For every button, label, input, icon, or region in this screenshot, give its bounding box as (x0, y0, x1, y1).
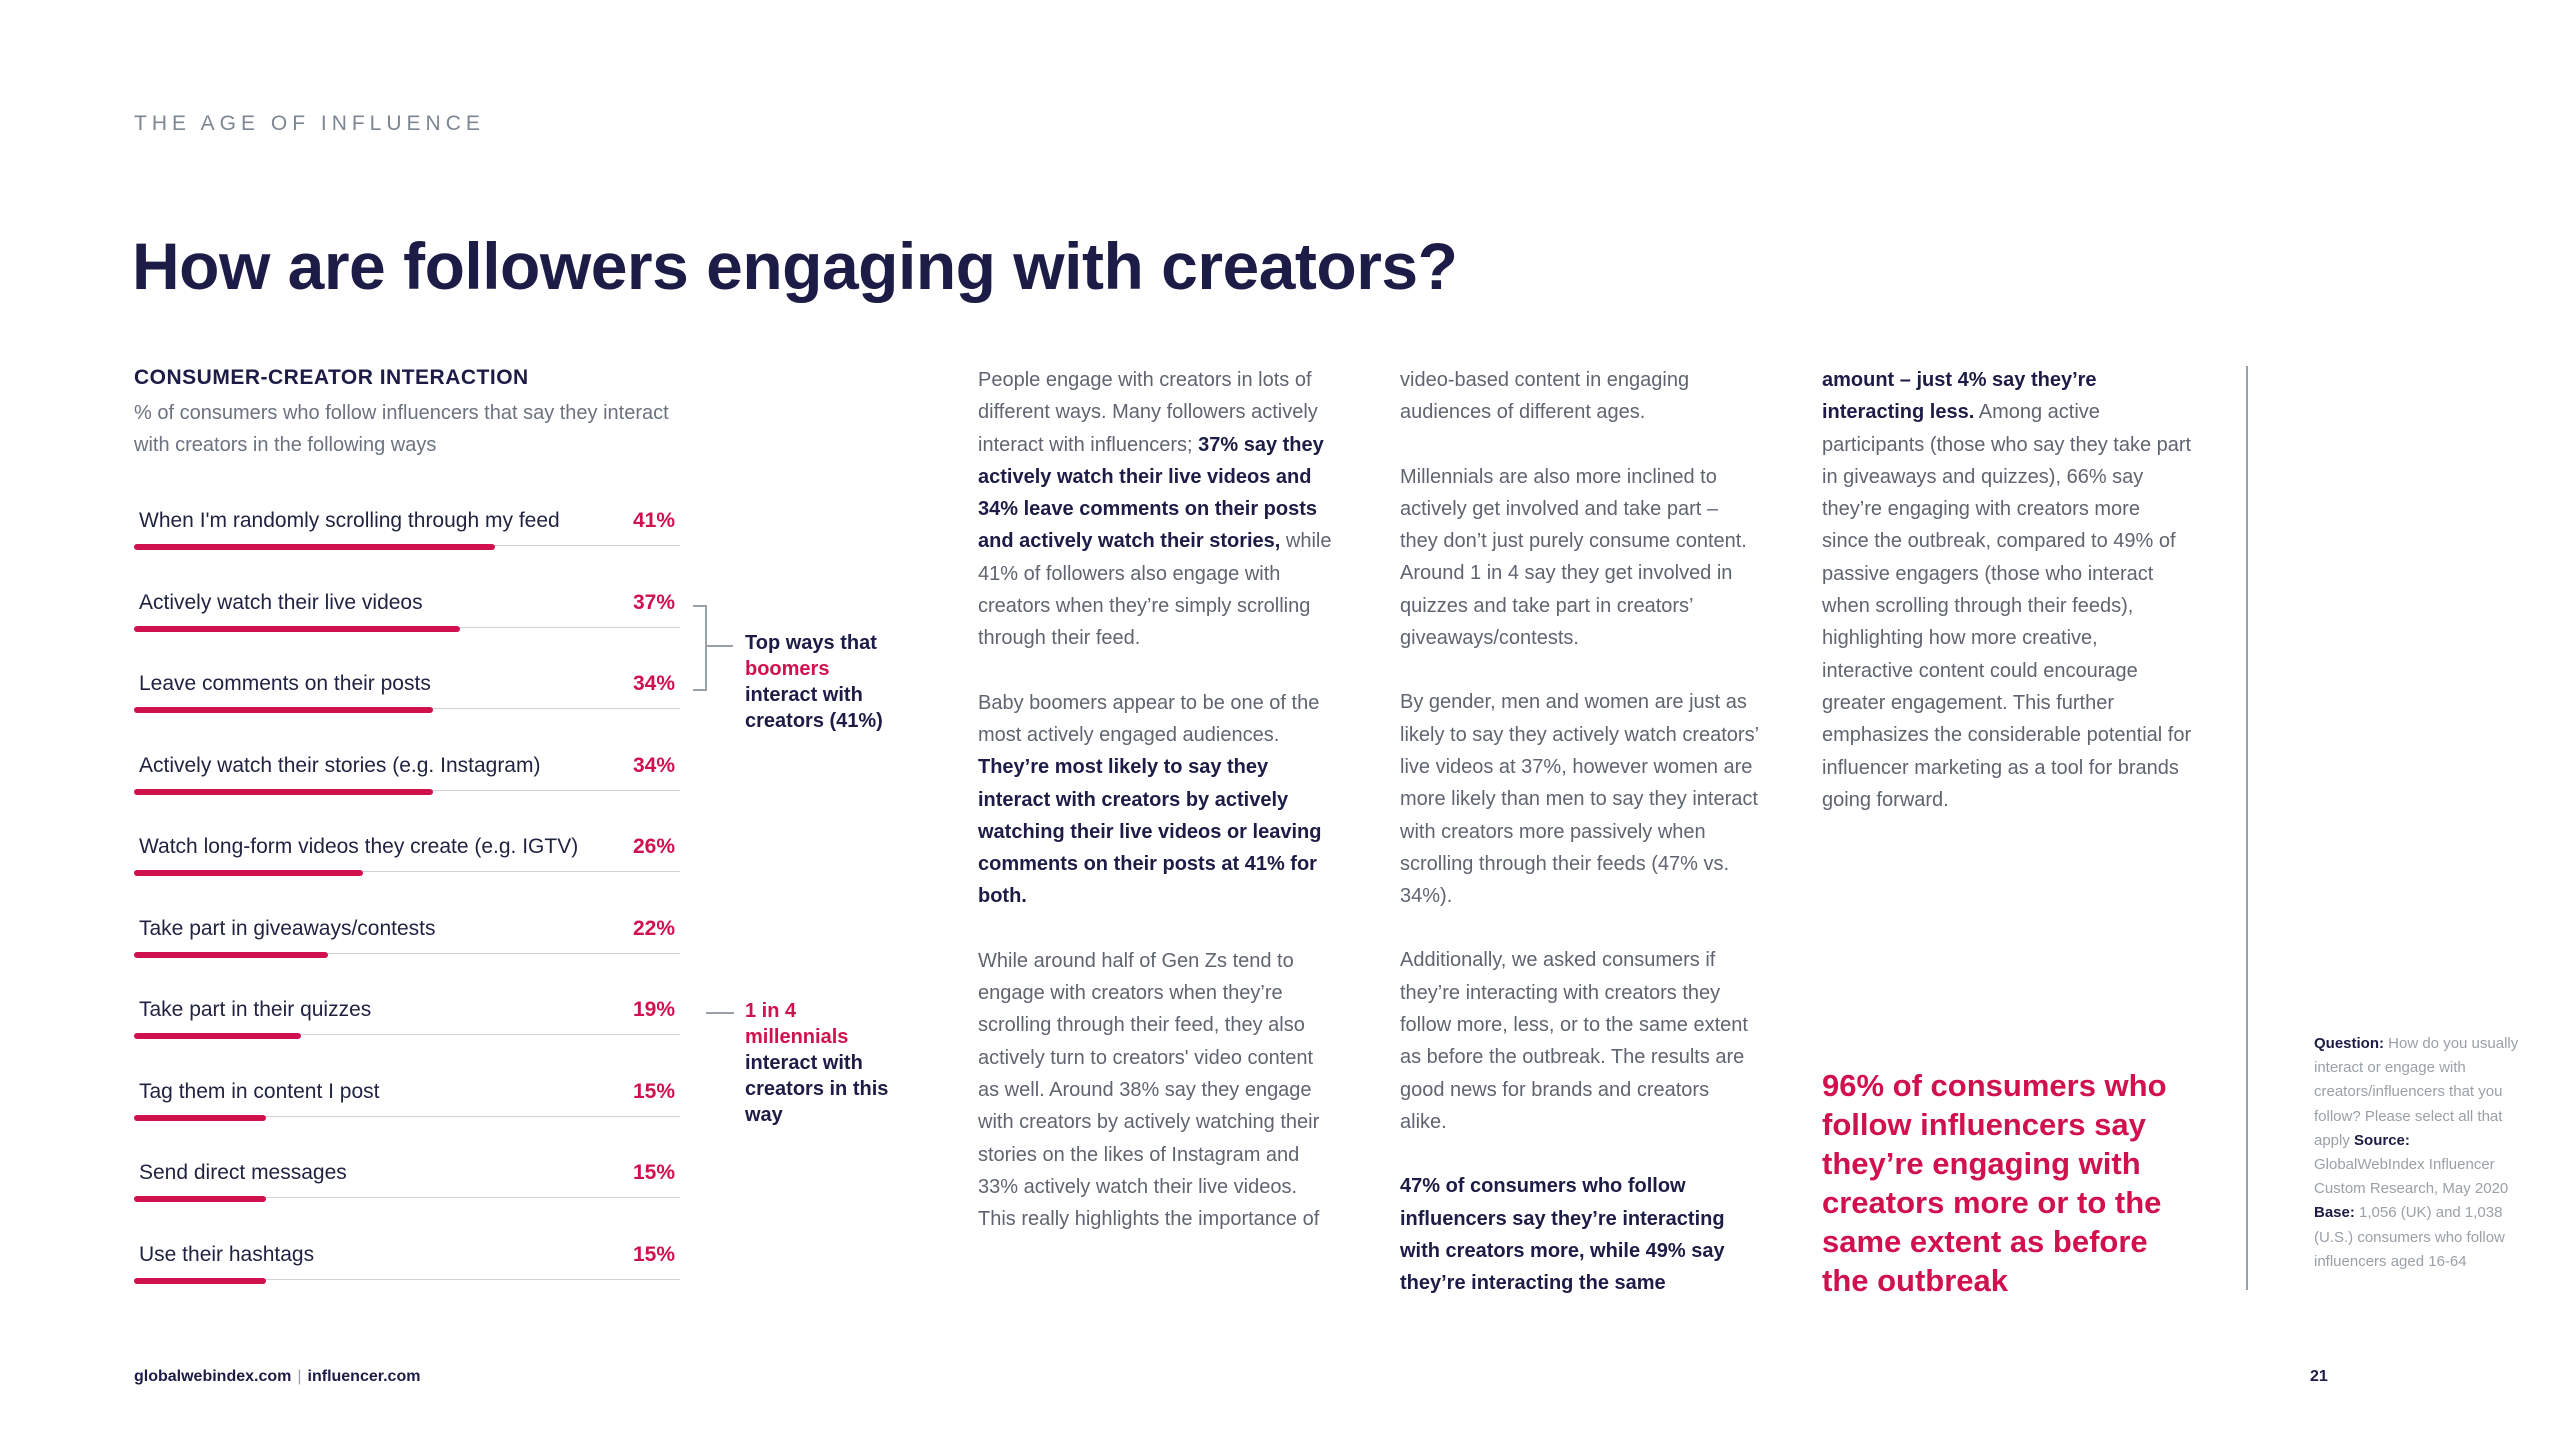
source-label: Question: (2314, 1035, 2384, 1052)
millennials-callout (745, 998, 905, 1128)
chart-row (134, 1149, 680, 1231)
body-text: video-based content in engaging audiences of different ages. (1400, 369, 1690, 424)
chart-row (134, 1068, 680, 1150)
chart-value-label: 15% (632, 1242, 675, 1266)
body-paragraph (1400, 461, 1760, 655)
body-paragraph (978, 687, 1338, 913)
body-paragraph (1400, 944, 1760, 1138)
chart-row (134, 905, 680, 987)
body-emphasis: 47% of consumers who follow influencers say they’re interacting with creators more, while 49% say they’re interacting the same (1400, 1175, 1725, 1295)
chart-category-label: When I'm randomly scrolling through my feed (139, 509, 560, 532)
chart-value-label: 34% (632, 753, 675, 777)
chart-row (134, 660, 680, 742)
interaction-bar-chart (134, 497, 680, 1312)
body-paragraph (1400, 364, 1760, 429)
body-text: Baby boomers appear to be one of the most actively engaged audiences. (978, 691, 1320, 746)
source-text: 1,056 (UK) and 1,038 (U.S.) consumers who follow influencers aged 16-64 (2314, 1204, 2505, 1270)
body-paragraph (1400, 1170, 1760, 1299)
chart-value-label: 22% (632, 916, 675, 940)
chart-category-label: Actively watch their live videos (139, 590, 423, 614)
chart-value-label: 15% (632, 1161, 675, 1184)
chart-row (134, 986, 680, 1068)
body-paragraph (978, 945, 1338, 1236)
source-text: GlobalWebIndex Influencer Custom Research, May 2020 (2314, 1156, 2509, 1198)
body-text: People engage with creators in lots of different ways. Many followers actively interact with influencers; (978, 369, 1318, 456)
chart-bar (134, 870, 363, 876)
body-emphasis: They’re most likely to say they interact with creators by actively watching their live videos or leaving comments on their posts at 41% for both. (978, 756, 1322, 908)
chart-category-label: Leave comments on their posts (139, 672, 431, 695)
boomers-callout (745, 630, 905, 734)
footer-link-globalwebindex[interactable]: globalwebindex.com (134, 1368, 292, 1385)
body-text: Among active participants (those who say they take part in giveaways and quizzes), 66% say they’re engaging with creators more since the outbreak, compared to 49% of passive engagers (those who interact when scrolling through their feeds), highlighting how more creative, interactive content could encourage greater engagement. This further emphasizes the considerable potential for influencer marketing as a tool for brands going forward. (1822, 401, 2192, 811)
source-label: Source: (2354, 1131, 2410, 1149)
chart-category-label: Use their hashtags (139, 1242, 315, 1266)
chart-title: CONSUMER-CREATOR INTERACTION (134, 366, 529, 389)
page-title: How are followers engaging with creators? (132, 229, 1458, 303)
vertical-divider (2246, 366, 2248, 1290)
chart-row (134, 742, 680, 824)
chart-bar (134, 952, 328, 958)
section-kicker: THE AGE OF INFLUENCE (134, 112, 485, 135)
page-number: 21 (2310, 1368, 2328, 1385)
source-label: Base: (2314, 1204, 2355, 1222)
body-paragraph (978, 364, 1338, 655)
chart-value-label: 37% (632, 590, 675, 614)
boomers-callout-pre: Top ways that (745, 632, 877, 654)
chart-bar (134, 544, 495, 550)
chart-category-label: Actively watch their stories (e.g. Instagram) (139, 753, 541, 777)
body-text: By gender, men and women are just as likely to say they actively watch creators’ live videos at 37%, however women are more likely than men to say they interact with creators more passively when scrolling through their feeds (47% vs. 34%). (1400, 691, 1759, 908)
body-emphasis: amount – just 4% say they’re interacting less. (1822, 369, 2097, 424)
body-paragraph (1822, 364, 2192, 816)
chart-row (134, 497, 680, 579)
body-text: while 41% of followers also engage with creators when they’re simply scrolling through their feed. (978, 530, 1332, 650)
millennials-callout-highlight: 1 in 4 millennials (745, 1000, 849, 1048)
body-column-3 (1822, 364, 2192, 848)
body-column-2 (1400, 364, 1760, 1331)
boomers-callout-post: interact with creators (41%) (745, 684, 883, 732)
millennials-connector (706, 1012, 734, 1014)
body-text: Additionally, we asked consumers if they’re interacting with creators they follow more, less, or to the same extent as before the outbreak. The results are good news for brands and creators alike. (1400, 949, 1748, 1133)
footer-link-influencer[interactable]: influencer.com (307, 1368, 421, 1385)
chart-bar (134, 789, 433, 795)
chart-category-label: Send direct messages (139, 1161, 347, 1184)
chart-bar (134, 1115, 266, 1121)
pull-quote: 96% of consumers who follow influencers say they’re engaging with creators more or to the same extent as before the outbreak (1822, 1068, 2167, 1298)
chart-value-label: 26% (632, 835, 675, 858)
chart-bar (134, 626, 460, 632)
chart-bar (134, 1033, 301, 1039)
chart-bar (134, 1196, 266, 1202)
body-text: While around half of Gen Zs tend to engage with creators when they’re scrolling through their feed, they also actively turn to creators' video content as well. Around 38% say they engage with creators by actively watching their stories on the likes of Instagram and 33% actively watch their live videos. This really highlights the importance of (978, 949, 1320, 1231)
chart-subtitle: % of consumers who follow influencers that say they interact with creators in the following ways (134, 402, 669, 456)
chart-category-label: Watch long-form videos they create (e.g. IGTV) (139, 835, 579, 858)
boomers-callout-highlight: boomers (745, 658, 830, 680)
chart-category-label: Tag them in content I post (139, 1079, 380, 1103)
chart-value-label: 15% (632, 1079, 675, 1103)
body-paragraph (1400, 686, 1760, 912)
chart-value-label: 41% (632, 509, 675, 532)
chart-category-label: Take part in giveaways/contests (139, 916, 436, 940)
millennials-callout-post: interact with creators in this way (745, 1052, 889, 1126)
chart-value-label: 34% (632, 672, 675, 695)
chart-value-label: 19% (632, 998, 675, 1021)
boomers-bracket (693, 605, 707, 691)
chart-row (134, 579, 680, 661)
body-emphasis: 37% say they actively watch their live videos and 34% leave comments on their posts and actively watch their stories, (978, 433, 1324, 553)
chart-row (134, 1231, 680, 1313)
footer-links (134, 1368, 420, 1386)
chart-category-label: Take part in their quizzes (139, 998, 372, 1021)
boomers-bracket-connector (707, 645, 733, 647)
body-text: Millennials are also more inclined to actively get involved and take part – they don’t just purely consume content. Around 1 in 4 say they get involved in quizzes and take part in creators’ giveaways/contests. (1400, 465, 1747, 650)
chart-bar (134, 1278, 266, 1284)
source-note (2314, 1032, 2524, 1274)
footer-separator: | (297, 1368, 302, 1385)
chart-bar (134, 707, 433, 713)
chart-row (134, 823, 680, 905)
source-text: How do you usually interact or engage with creators/influencers that you follow? Please select all that apply (2314, 1035, 2519, 1149)
body-column-1 (978, 364, 1338, 1267)
